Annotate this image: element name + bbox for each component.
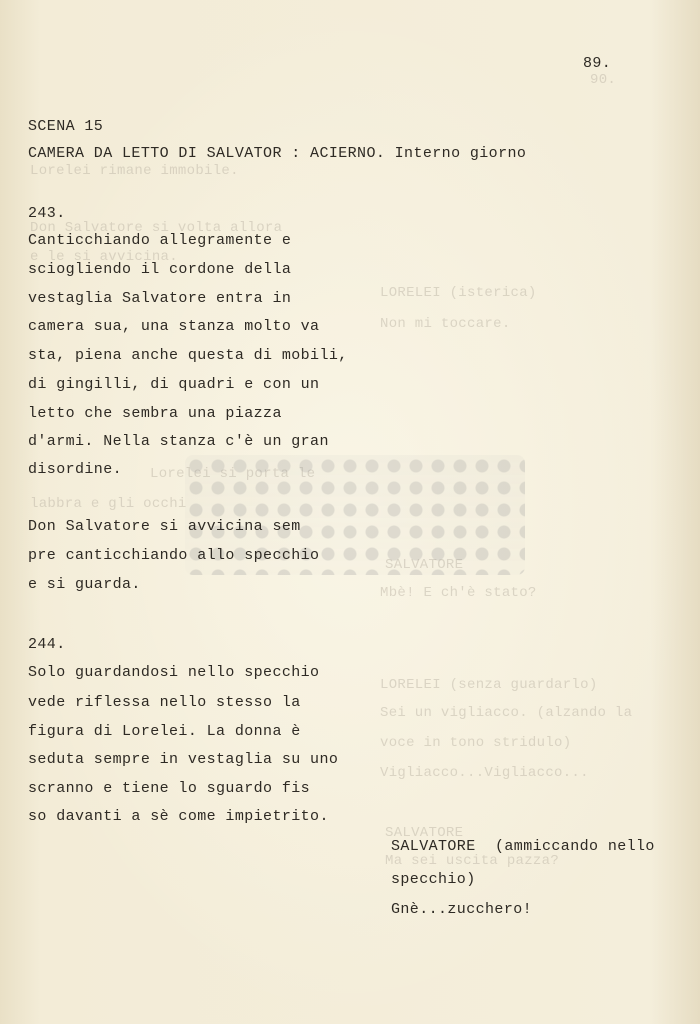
bleed-through-text: SALVATORE (385, 825, 464, 841)
location-line: CAMERA DA LETTO DI SALVATOR : ACIERNO. Interno giorno (28, 145, 527, 162)
action-line: seduta sempre in vestaglia su uno (28, 751, 339, 768)
bleed-through-text: LORELEI (isterica) (380, 285, 537, 301)
bleed-through-text: Lorelei rimane immobile. (30, 163, 239, 179)
bleed-through-text: labbra e gli occhi (30, 496, 187, 512)
action-line: Don Salvatore si avvicina sem (28, 518, 301, 535)
action-line: letto che sembra una piazza (28, 405, 282, 422)
scene-heading: SCENA 15 (28, 118, 104, 135)
page-number: 89. (583, 55, 612, 72)
bleed-through-text: Mbè! E ch'è stato? (380, 585, 537, 601)
bleed-through-text: Vigliacco...Vigliacco... (380, 765, 589, 781)
action-line: scranno e tiene lo sguardo fis (28, 780, 311, 797)
bleed-through-text: LORELEI (senza guardarlo) (380, 677, 598, 693)
bleed-through-text: Non mi toccare. (380, 316, 511, 332)
dialogue-line: Gnè...zucchero! (391, 901, 533, 918)
bleed-through-text: Ma sei uscita pazza? (385, 853, 560, 869)
action-line: camera sua, una stanza molto va (28, 318, 320, 335)
bleed-through-text: voce in tono stridulo) (380, 735, 572, 751)
dialogue-parenthetical: specchio) (391, 871, 476, 888)
action-line: vede riflessa nello stesso la (28, 694, 301, 711)
action-line: vestaglia Salvatore entra in (28, 290, 292, 307)
action-line: figura di Lorelei. La donna è (28, 723, 301, 740)
action-line: di gingilli, di quadri e con un (28, 376, 320, 393)
shot-number-244: 244. (28, 636, 66, 653)
bleed-through-text: SALVATORE (385, 557, 464, 573)
action-line: sciogliendo il cordone della (28, 261, 292, 278)
action-line: Canticchiando allegramente e (28, 232, 292, 249)
bleed-through-text: Lorelei si porta le (150, 466, 316, 482)
bleed-through-text: Don Salvatore si volta allora (30, 220, 283, 236)
bleed-through-text: e le si avvicina. (30, 249, 178, 265)
dialogue-parenthetical: (ammiccando nello (495, 838, 655, 855)
action-line: Solo guardandosi nello specchio (28, 664, 320, 681)
action-line: sta, piena anche questa di mobili, (28, 347, 348, 364)
shot-number-243: 243. (28, 205, 66, 222)
dialogue-character: SALVATORE (391, 838, 476, 855)
bleed-through-text: Sei un vigliacco. (alzando la (380, 705, 633, 721)
action-line: pre canticchiando allo specchio (28, 547, 320, 564)
action-line: e si guarda. (28, 576, 141, 593)
action-line: so davanti a sè come impietrito. (28, 808, 329, 825)
bleed-through-text: 90. (590, 72, 617, 88)
action-line: d'armi. Nella stanza c'è un gran (28, 433, 329, 450)
action-line: disordine. (28, 461, 123, 478)
